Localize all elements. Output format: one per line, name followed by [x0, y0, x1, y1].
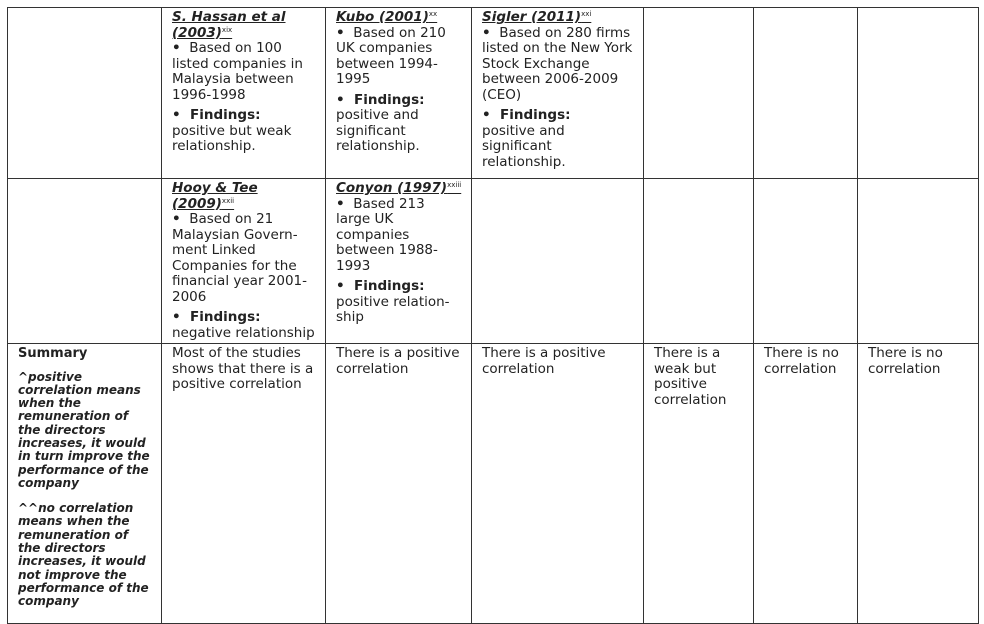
findings-label: • Findings:: [172, 309, 261, 325]
findings-label: • Findings:: [336, 91, 425, 108]
empty-cell: [472, 179, 644, 344]
finding-text: positive and significant relationship.: [336, 107, 420, 154]
findings-label: • Findings:: [336, 278, 425, 294]
empty-cell: [8, 8, 162, 179]
empty-cell: [754, 179, 858, 344]
empty-cell: [644, 8, 754, 179]
summary-cell: [472, 344, 644, 624]
empty-cell: [858, 8, 979, 179]
bullet-text: • Based on 100 listed companies in Malaysia between 1996-1998: [172, 40, 303, 103]
summary-text: There is no correlation: [764, 345, 839, 377]
study-cell-hooy-tee: [162, 179, 326, 344]
citation: Sigler $(2011)^{xxi}$: [482, 9, 592, 25]
findings-label: • Findings:: [172, 107, 261, 123]
finding-text: positive and significant relationship.: [482, 122, 566, 170]
findings-label: • Findings:: [482, 107, 571, 123]
summary-text: Most of the studies shows that there is a positive correlation: [172, 345, 314, 392]
summary-text: There is a positive correlation: [482, 345, 606, 377]
summary-cell: [644, 344, 754, 624]
summary-cell: [754, 344, 858, 624]
summary-text: There is no correlation: [868, 345, 943, 377]
study-cell-kubo: [326, 8, 472, 179]
empty-cell: [858, 179, 979, 344]
summary-cell: [858, 344, 979, 624]
summary-cell: [162, 344, 326, 624]
empty-cell: [8, 179, 162, 344]
bullet-text: • Based 213 large UK companies between 1988-1993: [336, 195, 438, 274]
empty-cell: [754, 8, 858, 179]
study-cell-sigler: [472, 8, 644, 179]
citation: Hooy & Tee $(2009)^{xxii}$: [172, 180, 258, 212]
bullet-text: • Based on 210 UK companies between 1994-1995: [336, 24, 446, 87]
study-cell-conyon: [326, 179, 472, 344]
citation: S. Hassan et al $(2003)^{xix}$: [172, 9, 286, 41]
table-row: [8, 8, 979, 179]
finding-text: negative relationship: [172, 324, 315, 341]
summary-title: Summary: [18, 346, 88, 361]
bullet-text: • Based on 21 Malaysian Govern-ment Linked Companies for the financial year 2001-2006: [172, 211, 308, 305]
citation: Kubo $(2001)^{xx}$: [336, 9, 438, 25]
citation: Conyon $(1997)^{xxiii}$: [336, 180, 462, 196]
finding-text: positive but weak relationship.: [172, 122, 292, 154]
empty-cell: [644, 179, 754, 344]
note-no-correlation: ^^no correlation means when the remuneration of the directors increases, it would not improve the performance of the company: [18, 501, 149, 609]
summary-text: There is a weak but positive correlation: [654, 345, 727, 408]
summary-cell: [326, 344, 472, 624]
summary-row: [8, 344, 979, 624]
bullet-text: • Based on 280 firms listed on the New York Stock Exchange between 2006-2009 (CEO): [482, 24, 633, 103]
note-positive-correlation: ^positive correlation means when the remuneration of the directors increases, it would in turn improve the performance of the company: [18, 369, 150, 490]
summary-text: There is a positive correlation: [336, 345, 460, 377]
summary-label-cell: [8, 344, 162, 624]
finding-text: positive relation-ship: [336, 293, 450, 325]
study-cell-hassan: [162, 8, 326, 179]
table-row: [8, 179, 979, 344]
studies-table: [7, 7, 979, 624]
